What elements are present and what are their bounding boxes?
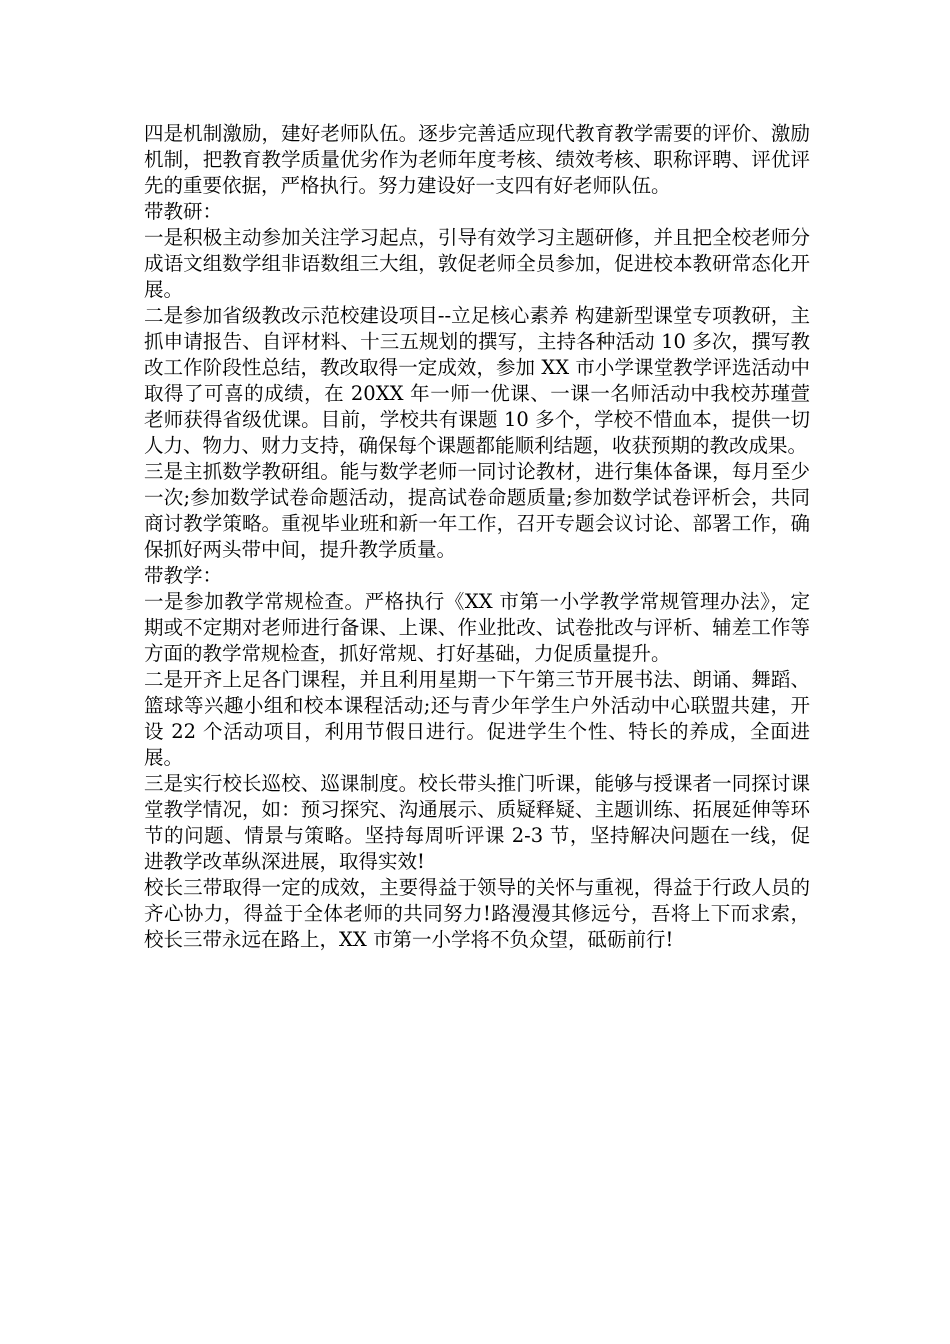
paragraph-teaching-one: 一是参加教学常规检查。严格执行《XX 市第一小学教学常规管理办法》，定期或不定期对老师进行备课、上课、作业批改、试卷批改与评析、辅差工作等方面的教学常规检查，抓好常规、打好基础，力促质量提升。	[144, 590, 810, 665]
heading-teaching-research: 带教研：	[144, 200, 223, 223]
paragraph-conclusion: 校长三带取得一定的成效，主要得益于领导的关怀与重视，得益于行政人员的齐心协力，得益于全体老师的共同努力!路漫漫其修远兮，吾将上下而求索，校长三带永远在路上，XX 市第一小学将不负众望，砥砺前行!	[144, 876, 810, 951]
paragraph-teacher-incentive: 四是机制激励，建好老师队伍。逐步完善适应现代教育教学需要的评价、激励机制，把教育教学质量优劣作为老师年度考核、绩效考核、职称评聘、评优评先的重要依据，严格执行。努力建设好一支四有好老师队伍。	[144, 122, 810, 197]
paragraph-teaching-two: 二是开齐上足各门课程，并且利用星期一下午第三节开展书法、朗诵、舞蹈、篮球等兴趣小组和校本课程活动;还与青少年学生户外活动中心联盟共建，开设 22 个活动项目，利用节假日进行。促进学生个性、特长的养成，全面进展。	[144, 668, 810, 769]
heading-teaching: 带教学：	[144, 564, 223, 587]
paragraph-research-three: 三是主抓数学教研组。能与数学老师一同讨论教材，进行集体备课，每月至少一次;参加数学试卷命题活动，提高试卷命题质量;参加数学试卷评析会，共同商讨教学策略。重视毕业班和新一年工作，召开专题会议讨论、部署工作，确保抓好两头带中间，提升教学质量。	[144, 460, 810, 561]
paragraph-research-one: 一是积极主动参加关注学习起点，引导有效学习主题研修，并且把全校老师分成语文组数学组非语数组三大组，敦促老师全员参加，促进校本教研常态化开展。	[144, 226, 810, 301]
document-body	[144, 121, 810, 953]
paragraph-research-two: 二是参加省级教改示范校建设项目--立足核心素养 构建新型课堂专项教研，主抓申请报告、自评材料、十三五规划的撰写，主持各种活动 10 多次，撰写教改工作阶段性总结，教改取得一定成效，参加 XX 市小学课堂教学评选活动中取得了可喜的成绩，在 20XX 年一师一优课、一课一名师活动中我校苏瑾萱老师获得省级优课。目前，学校共有课题 10 多个，学校不惜血本，提供一切人力、物力、财力支持，确保每个课题都能顺利结题，收获预期的教改成果。	[144, 304, 810, 457]
paragraph-teaching-three: 三是实行校长巡校、巡课制度。校长带头推门听课，能够与授课者一同探讨课堂教学情况，如：预习探究、沟通展示、质疑释疑、主题训练、拓展延伸等环节的问题、情景与策略。坚持每周听评课 2-3 节，坚持解决问题在一线，促进教学改革纵深进展，取得实效!	[144, 772, 810, 873]
